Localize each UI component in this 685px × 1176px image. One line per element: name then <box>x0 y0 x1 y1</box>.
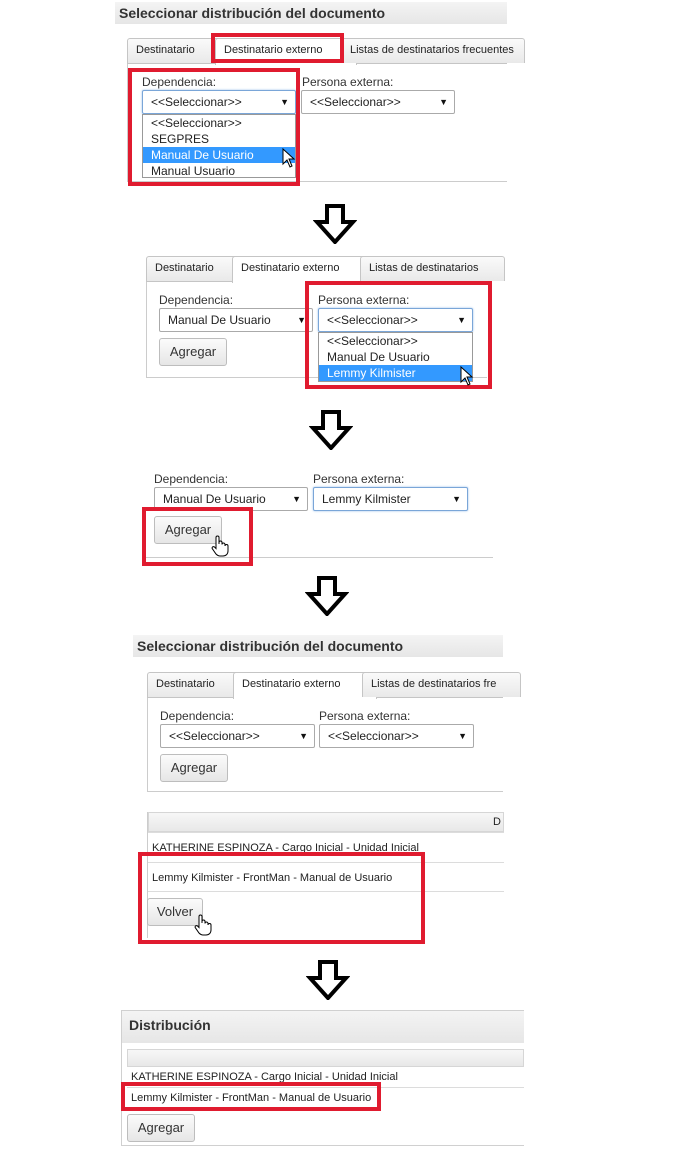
dropdown-option-selected[interactable]: Lemmy Kilmister <box>319 365 472 381</box>
down-arrow-icon: ▼ <box>458 731 467 741</box>
table-row: KATHERINE ESPINOZA - Cargo Inicial - Unidad Inicial <box>148 832 504 862</box>
tab-destinatario-externo[interactable]: Destinatario externo <box>233 672 377 699</box>
dependencia-label: Dependencia: <box>159 293 234 307</box>
down-arrow-icon <box>305 576 349 616</box>
persona-select[interactable]: Lemmy Kilmister ▼ <box>313 487 468 511</box>
panel4-header <box>133 635 503 657</box>
table-row: Lemmy Kilmister - FrontMan - Manual de Usuario <box>127 1087 524 1107</box>
persona-label: Persona externa: <box>313 472 405 486</box>
dropdown-option[interactable]: SEGPRES <box>151 132 210 146</box>
down-arrow-icon <box>306 960 350 1000</box>
tab-destinatario[interactable]: Destinatario <box>127 38 227 63</box>
down-arrow-icon <box>313 204 357 244</box>
tab-destinatario-externo[interactable]: Destinatario externo <box>215 38 357 65</box>
down-arrow-icon <box>309 410 353 450</box>
persona-select[interactable]: <<Seleccionar>> ▼ <box>319 724 474 748</box>
volver-button[interactable]: Volver <box>147 898 203 926</box>
table-row: KATHERINE ESPINOZA - Cargo Inicial - Unidad Inicial <box>131 1071 398 1083</box>
table-header: D <box>148 812 504 832</box>
agregar-button[interactable]: Agregar <box>160 754 228 782</box>
tab-listas-destinatarios[interactable]: Listas de destinatarios <box>360 256 505 281</box>
highlight-box <box>128 68 300 186</box>
dependencia-label: Dependencia: <box>142 75 217 89</box>
tab-destinatario[interactable]: Destinatario <box>146 256 246 281</box>
down-arrow-icon: ▼ <box>299 731 308 741</box>
dependencia-select[interactable]: Manual De Usuario ▼ <box>154 487 308 511</box>
down-arrow-icon: ▼ <box>439 97 448 107</box>
tab-destinatario-externo[interactable]: Destinatario externo <box>232 256 374 283</box>
page-title: Seleccionar distribución del documento <box>137 638 404 654</box>
dropdown-option[interactable]: <<Seleccionar>> <box>327 334 418 348</box>
distribution-title: Distribución <box>129 1017 211 1033</box>
dropdown-option[interactable]: <<Seleccionar>> <box>151 116 242 130</box>
persona-label: Persona externa: <box>319 709 411 723</box>
down-arrow-icon: ▼ <box>297 315 306 325</box>
table-row: Lemmy Kilmister - FrontMan - Manual de Usuario <box>148 862 504 892</box>
persona-label: Persona externa: <box>318 293 410 307</box>
down-arrow-icon: ▼ <box>292 494 301 504</box>
panel4-tabbar <box>147 672 503 698</box>
tab-destinatario[interactable]: Destinatario <box>147 672 247 697</box>
highlight-box <box>142 507 253 566</box>
dependencia-label: Dependencia: <box>154 472 229 486</box>
down-arrow-icon: ▼ <box>280 97 289 107</box>
agregar-button[interactable]: Agregar <box>127 1114 195 1142</box>
persona-label: Persona externa: <box>302 75 394 89</box>
dropdown-option-selected[interactable]: Manual De Usuario <box>143 147 295 163</box>
pointer-cursor-icon <box>282 148 296 168</box>
panel1-header <box>115 2 507 24</box>
page-title: Seleccionar distribución del documento <box>119 5 386 21</box>
dependencia-select[interactable]: <<Seleccionar>> ▼ <box>160 724 315 748</box>
panel5-header <box>122 1011 524 1043</box>
panel2-tabbar <box>146 256 487 282</box>
highlight-box <box>211 33 344 63</box>
pointer-cursor-icon <box>460 366 474 386</box>
highlight-box <box>121 1082 381 1111</box>
dependencia-select[interactable]: Manual De Usuario ▼ <box>159 308 313 332</box>
down-arrow-icon: ▼ <box>457 315 466 325</box>
dependencia-select[interactable]: <<Seleccionar>> ▼ <box>142 90 296 114</box>
highlight-box <box>138 852 425 944</box>
hand-cursor-icon <box>194 914 212 936</box>
dependencia-label: Dependencia: <box>160 709 235 723</box>
hand-cursor-icon <box>211 535 229 557</box>
persona-select[interactable]: <<Seleccionar>> ▼ <box>318 308 473 332</box>
tab-listas-destinatarios[interactable]: Listas de destinatarios fre <box>362 672 521 697</box>
panel5 <box>121 1010 524 1146</box>
agregar-button[interactable]: Agregar <box>154 516 222 544</box>
dropdown-option[interactable]: Manual De Usuario <box>327 350 430 364</box>
persona-select[interactable]: <<Seleccionar>> ▼ <box>301 90 455 114</box>
table-header <box>127 1049 524 1067</box>
dropdown-option[interactable]: Manual Usuario <box>151 164 236 178</box>
tab-listas-destinatarios[interactable]: Listas de destinatarios frecuentes <box>341 38 525 63</box>
agregar-button[interactable]: Agregar <box>159 338 227 366</box>
down-arrow-icon: ▼ <box>452 494 461 504</box>
